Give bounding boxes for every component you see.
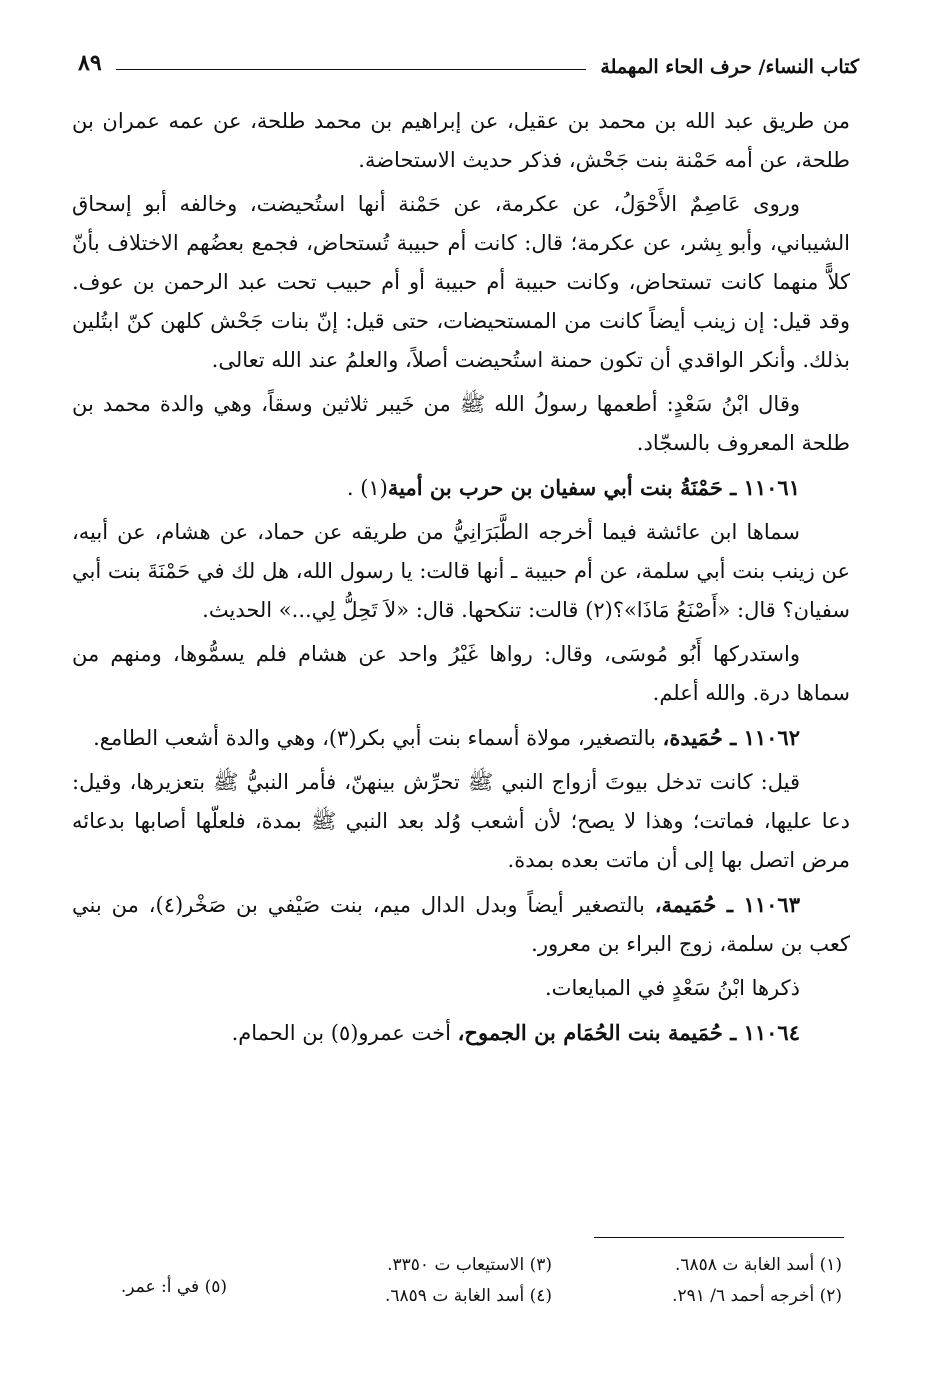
footnote-column: [672, 1250, 842, 1312]
entry-heading-rest: أخت عمرو(٥) بن الحمام.: [231, 1021, 451, 1045]
paragraph: قيل: كانت تدخل بيوتَ أزواج النبي ﷺ تحرِّش بينهنّ، فأمر النبيُّ ﷺ بتعزيرها، وقيل: دعا عليها، فماتت؛ وهذا لا يصح؛ لأن أشعب وُلد بعد النبي ﷺ بمدة، فلعلّها أصابها بدعائه مرض اتصل بها إلى أن ماتت بعده بمدة.: [72, 770, 850, 872]
entry-11061-heading: [72, 468, 850, 508]
main-text: [72, 102, 850, 1058]
footnote: (٤) أسد الغابة ت ٦٨٥٩.: [385, 1286, 552, 1306]
paragraph: سماها ابن عائشة فيما أخرجه الطَّبَرَانِيُّ من طريقه عن حماد، عن هشام، عن أبيه، عن زينب بنت أبي سلمة، عن أم حبيبة ـ أنها قالت: يا رسول الله، هل لك في حَمْنَةَ بنت أبي سفيان؟ قال: «أَصْنَعُ مَاذَا»؟(٢) قالت: تنكحها. قال: «لاَ تَحِلُّ لِي...» الحديث.: [72, 520, 850, 622]
entry-heading: ١١٠٦٤ ـ حُمَيمة بنت الحُمَام بن الجموح،: [457, 1020, 800, 1045]
entry-heading: ١١٠٦٣ ـ حُمَيمة،: [654, 892, 800, 917]
paragraph: وروى عَاصِمٌ الأَحْوَلُ، عن عكرمة، عن حَمْنة أنها استُحيضت، وخالفه أبو إسحاق الشيباني، وأبو بِشر، عن عكرمة؛ قال: كانت أم حبيبة تُستحاض، فجمع بعضُهم الاختلاف بأنّ كلاًّ منهما كانت تستحاض، وكانت حبيبة أم حبيبة أو أم حبيب تحت عبد الرحمن بن عوف. وقد قيل: إن زينب أيضاً كانت من المستحيضات، حتى قيل: إنّ بنات جَحْش كلهن كنّ ابتُلين بذلك. وأنكر الواقدي أن تكون حمنة استُحيضت أصلاً، والعلمُ عند الله تعالى.: [72, 192, 850, 372]
entry-heading: ١١٠٦١ ـ حَمْنَةُ بنت أبي سفيان بن حرب بن أمية: [387, 475, 800, 500]
entry-heading-rest: بالتصغير، مولاة أسماء بنت أبي بكر(٣)، وهي والدة أشعب الطامع.: [93, 726, 656, 750]
footnote-separator: [594, 1237, 844, 1238]
footnote: (٥) في أ: عمر.: [120, 1277, 227, 1297]
footnote: (١) أسد الغابة ت ٦٨٥٨.: [675, 1255, 842, 1275]
entry-11064-heading: [72, 1013, 850, 1053]
entry-heading-rest: بالتصغير أيضاً وبدل الدال ميم، بنت صَيْفي بن صَخْر(٤)، من بني كعب بن سلمة، زوج البراء بن معرور.: [72, 893, 850, 956]
entry-11063-heading: [72, 885, 850, 964]
paragraph: ذكرها ابْنُ سَعْدٍ في المبايعات.: [545, 976, 800, 1000]
entry-11062-heading: [72, 718, 850, 758]
entry-heading-tail: .: [346, 476, 354, 500]
page-header: [78, 40, 859, 82]
header-rule: [116, 69, 587, 70]
entry-heading: ١١٠٦٢ ـ حُمَيدة،: [662, 725, 800, 750]
footnote: (٣) الاستيعاب ت ٣٣٥٠.: [387, 1255, 552, 1275]
running-title: كتاب النساء/ حرف الحاء المهملة: [600, 56, 859, 78]
footnote-column: [121, 1272, 227, 1303]
footnote-column: [385, 1250, 552, 1312]
paragraph: وقال ابْنُ سَعْدٍ: أطعمها رسولُ الله ﷺ من خَيبر ثلاثين وسقاً، وهي والدة محمد بن طلحة المعروف بالسجّاد.: [72, 392, 850, 455]
footnote: (٢) أخرجه أحمد ٦/ ٢٩١.: [672, 1286, 842, 1306]
footnote-ref: (١): [360, 476, 388, 500]
paragraph: من طريق عبد الله بن محمد بن عقيل، عن إبراهيم بن محمد طلحة، عن عمه عمران بن طلحة، عن أمه حَمْنة بنت جَحْش، فذكر حديث الاستحاضة.: [72, 109, 850, 172]
paragraph: واستدركها أَبُو مُوسَى، وقال: رواها غَيْرُ واحد عن هشام فلم يسمُّوها، ومنهم من سماها درة. والله أعلم.: [72, 642, 850, 705]
page-number: ٨٩: [78, 50, 102, 76]
